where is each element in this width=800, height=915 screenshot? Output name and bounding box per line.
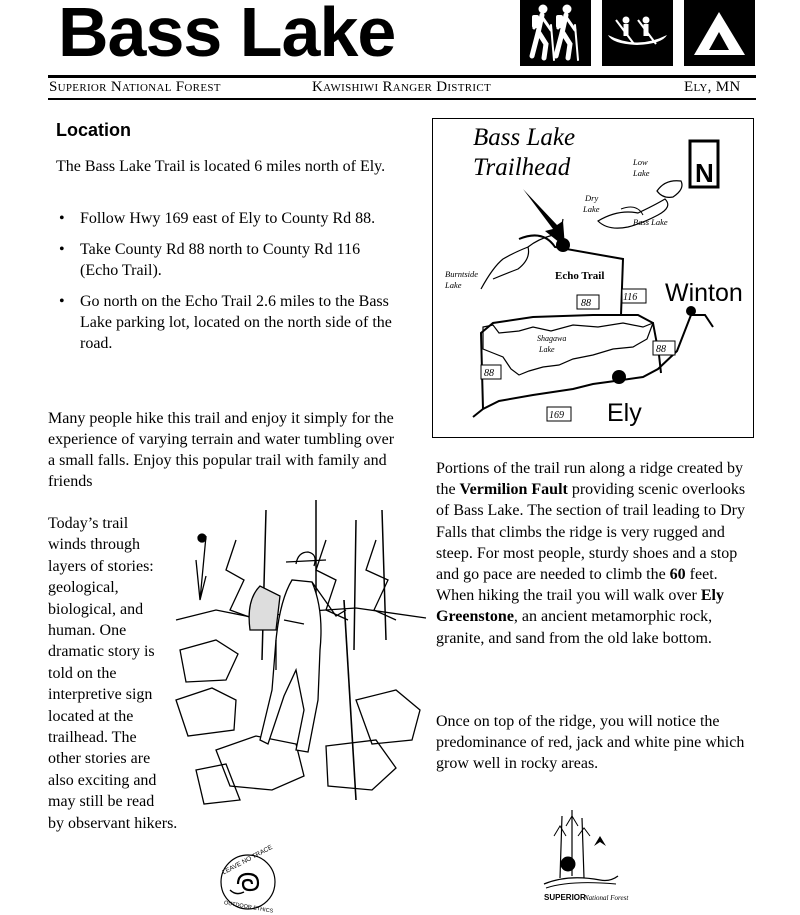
county-rd-88: [481, 315, 661, 409]
burntside-lake-shape: [481, 235, 553, 289]
svg-text:Lake: Lake: [633, 168, 650, 178]
map-title-1: Bass Lake: [473, 124, 576, 151]
svg-text:Shagawa: Shagawa: [537, 334, 567, 343]
leave-no-trace-logo: [216, 843, 280, 915]
direction-item: • Follow Hwy 169 east of Ely to County Rd 88.: [56, 208, 396, 229]
svg-text:Low: Low: [633, 157, 648, 167]
paragraph-hike: Many people hike this trail and enjoy it simply for the experience of varying terrain and water tumbling over a small falls. Enjoy this popular trail with family and friends: [48, 410, 395, 490]
svg-text:Lake: Lake: [539, 345, 555, 354]
svg-text:SUPERIOR: SUPERIOR: [544, 893, 586, 902]
superior-national-forest-logo: [540, 806, 629, 906]
camping-icon: [684, 0, 755, 66]
svg-text:LEAVE NO TRACE: LEAVE NO TRACE: [221, 843, 274, 877]
paragraph-stories: Today’s trail winds through layers of stories: geological, biological, and human. One dramatic story is told on the interpretive sign located at the trailhead. The other stories are also exciting and may still be read by observant hikers.: [48, 515, 178, 832]
direction-item: • Go north on the Echo Trail 2.6 miles to the Bass Lake parking lot, located on the north side of the road.: [56, 291, 396, 354]
svg-text:Echo Trail: Echo Trail: [555, 270, 605, 282]
directions-list: [56, 208, 396, 364]
svg-text:Burntside: Burntside: [445, 269, 479, 279]
svg-text:Lake: Lake: [583, 204, 600, 214]
header-rule: [48, 75, 756, 78]
svg-text:Lake: Lake: [445, 280, 462, 290]
header-rule-bottom: [48, 98, 756, 100]
map-title-2: Trailhead: [473, 154, 571, 181]
canoe-icon: [602, 0, 673, 66]
shagawa-lake-shape: [483, 323, 653, 375]
low-lake-shape: [657, 181, 682, 198]
page-title: Bass Lake: [58, 0, 396, 71]
ely-marker: [612, 370, 626, 384]
svg-text:Dry: Dry: [585, 193, 599, 203]
hiking-icon: [520, 0, 591, 66]
svg-text:116: 116: [623, 292, 638, 303]
ely-label: Ely: [607, 399, 642, 427]
svg-text:National Forest: National Forest: [584, 894, 629, 902]
winton-marker: [686, 306, 696, 316]
location-intro: The Bass Lake Trail is located 6 miles north of Ely.: [56, 158, 386, 175]
trailhead-marker: [556, 238, 570, 252]
town-name: Ely, MN: [684, 79, 741, 95]
svg-text:OUTDOOR ETHICS: OUTDOOR ETHICS: [223, 900, 274, 915]
hiker-illustration: [176, 500, 426, 808]
district-name: Kawishiwi Ranger District: [312, 79, 491, 95]
svg-text:Bass Lake: Bass Lake: [633, 217, 668, 227]
svg-text:88: 88: [581, 298, 591, 309]
paragraph-pines: Once on top of the ridge, you will notice the predominance of red, jack and white pine which grow well in rocky areas.: [436, 713, 745, 772]
north-label: N: [695, 158, 714, 188]
winton-label: Winton: [665, 279, 743, 307]
direction-item: • Take County Rd 88 north to County Rd 116 (Echo Trail).: [56, 239, 396, 281]
svg-text:88: 88: [484, 368, 494, 379]
trailhead-map: [432, 118, 754, 438]
location-heading: Location: [56, 120, 131, 140]
paragraph-ridge: Portions of the trail run along a ridge created by the Vermilion Fault providing scenic overlooks of Bass Lake. The section of trail leading to Dry Falls that climbs the ridge is very rugged and steep. For most people, sturdy shoes and a stop and go pace are needed to climb the 60 feet. When hiking the trail you will walk over Ely Greenstone, an ancient metamorphic rock, granite, and sand from the old lake bottom.: [436, 460, 746, 647]
svg-text:88: 88: [656, 344, 666, 355]
svg-text:169: 169: [549, 410, 564, 421]
forest-name: Superior National Forest: [49, 79, 221, 95]
